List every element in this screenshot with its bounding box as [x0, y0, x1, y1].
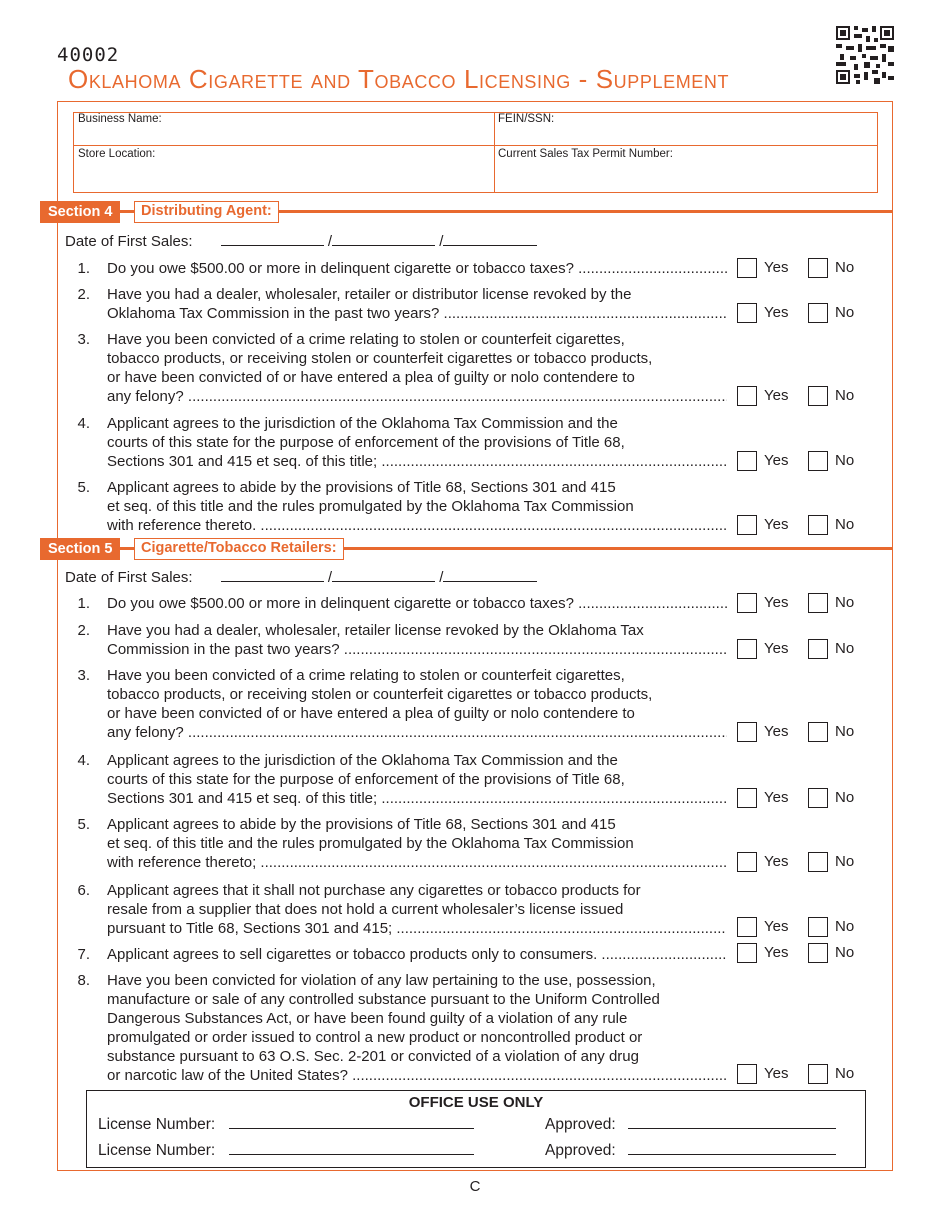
yes-no-group: [737, 303, 857, 325]
no-checkbox[interactable]: [808, 593, 828, 613]
license-number-field[interactable]: [229, 1115, 474, 1129]
yes-checkbox[interactable]: [737, 386, 757, 406]
question-text: Sections 301 and 415 et seq. of this title; .....: [107, 789, 727, 808]
yes-label: Yes: [764, 387, 789, 404]
yes-label: Yes: [764, 594, 789, 611]
yes-label: Yes: [764, 640, 789, 657]
approved-row: [545, 1141, 836, 1160]
question-number: 5.: [77, 816, 90, 833]
question-text: Applicant agrees to the jurisdiction of the Oklahoma Tax Commission and the: [107, 752, 618, 769]
yes-checkbox[interactable]: [737, 451, 757, 471]
section5-tag: Section 5: [40, 538, 120, 560]
question-text: pursuant to Title 68, Sections 301 and 415; .....: [107, 919, 727, 938]
divider: [74, 145, 877, 146]
question-number: 2.: [77, 286, 90, 303]
no-checkbox[interactable]: [808, 303, 828, 323]
question-number: 3.: [77, 331, 90, 348]
yes-no-group: [737, 639, 857, 661]
date-label: Date of First Sales:: [65, 233, 193, 250]
approved-row: [545, 1115, 836, 1134]
no-checkbox[interactable]: [808, 515, 828, 535]
no-label: No: [835, 259, 855, 276]
approved-field[interactable]: [628, 1141, 836, 1155]
yes-label: Yes: [764, 452, 789, 469]
question-text: with reference thereto; .....: [107, 853, 727, 872]
yes-checkbox[interactable]: [737, 852, 757, 872]
yes-checkbox[interactable]: [737, 258, 757, 278]
yes-label: Yes: [764, 259, 789, 276]
no-checkbox[interactable]: [808, 917, 828, 937]
yes-no-group: [737, 943, 857, 965]
question-number: 4.: [77, 752, 90, 769]
yes-checkbox[interactable]: [737, 788, 757, 808]
question-number: 6.: [77, 882, 90, 899]
section4-name: Distributing Agent:: [134, 201, 279, 223]
no-checkbox[interactable]: [808, 943, 828, 963]
page-title: Oklahoma Cigarette and Tobacco Licensing - Supplement: [68, 64, 730, 94]
question-text: tobacco products, or receiving stolen or counterfeit cigarettes or tobacco products,: [107, 686, 653, 703]
no-checkbox[interactable]: [808, 788, 828, 808]
date-month-field[interactable]: [221, 232, 324, 246]
business-name-label: Business Name:: [78, 113, 162, 125]
no-checkbox[interactable]: [808, 451, 828, 471]
question-number: 8.: [77, 972, 90, 989]
date-month-field[interactable]: [221, 568, 324, 582]
permit-number-label: Current Sales Tax Permit Number:: [498, 148, 673, 160]
yes-label: Yes: [764, 789, 789, 806]
license-number-field[interactable]: [229, 1141, 474, 1155]
question-text: resale from a supplier that does not hold a current wholesaler’s license issued: [107, 901, 624, 918]
question-text: Have you been convicted for violation of any law pertaining to the use, possession,: [107, 972, 656, 989]
no-label: No: [835, 789, 855, 806]
yes-no-group: [737, 386, 857, 408]
section4-date-first-sales: Date of First Sales: / /: [65, 232, 537, 250]
yes-checkbox[interactable]: [737, 515, 757, 535]
no-label: No: [835, 853, 855, 870]
no-checkbox[interactable]: [808, 386, 828, 406]
yes-no-group: [737, 788, 857, 810]
office-use-title: OFFICE USE ONLY: [408, 1094, 544, 1111]
business-info-box: [73, 112, 878, 193]
question-text: tobacco products, or receiving stolen or counterfeit cigarettes or tobacco products,: [107, 350, 653, 367]
yes-label: Yes: [764, 853, 789, 870]
question-number: 7.: [77, 946, 90, 963]
question-text: Commission in the past two years? .....: [107, 640, 727, 659]
license-number-label: License Number:: [98, 1116, 216, 1133]
question-text: Applicant agrees to sell cigarettes or tobacco products only to consumers. .....: [107, 945, 727, 964]
question-text: any felony? .....: [107, 723, 727, 742]
date-label: Date of First Sales:: [65, 569, 193, 586]
approved-label: Approved:: [545, 1116, 616, 1133]
yes-checkbox[interactable]: [737, 593, 757, 613]
yes-no-group: [737, 451, 857, 473]
section5-date-first-sales: Date of First Sales: / /: [65, 568, 537, 586]
yes-no-group: [737, 917, 857, 939]
question-number: 4.: [77, 415, 90, 432]
no-checkbox[interactable]: [808, 852, 828, 872]
yes-label: Yes: [764, 723, 789, 740]
office-use-box: [86, 1090, 866, 1168]
question-text: Applicant agrees that it shall not purchase any cigarettes or tobacco products for: [107, 882, 641, 899]
yes-no-group: [737, 258, 857, 280]
no-label: No: [835, 594, 855, 611]
question-text: Applicant agrees to abide by the provisions of Title 68, Sections 301 and 415: [107, 479, 616, 496]
yes-no-group: [737, 593, 857, 615]
yes-label: Yes: [764, 516, 789, 533]
yes-checkbox[interactable]: [737, 917, 757, 937]
date-year-field[interactable]: [443, 232, 537, 246]
question-number: 1.: [77, 260, 90, 277]
yes-label: Yes: [764, 918, 789, 935]
no-label: No: [835, 387, 855, 404]
yes-checkbox[interactable]: [737, 639, 757, 659]
no-label: No: [835, 516, 855, 533]
yes-no-group: [737, 852, 857, 874]
question-text: manufacture or sale of any controlled substance pursuant to the Uniform Controlled: [107, 991, 660, 1008]
question-text: et seq. of this title and the rules promulgated by the Oklahoma Tax Commission: [107, 835, 634, 852]
question-text: any felony? .....: [107, 387, 727, 406]
question-text: Applicant agrees to abide by the provisions of Title 68, Sections 301 and 415: [107, 816, 616, 833]
question-text: Have you been convicted of a crime relating to stolen or counterfeit cigarettes,: [107, 331, 625, 348]
license-number-row: [98, 1141, 474, 1160]
question-text: or have been convicted of or have entered a plea of guilty or nolo contendere to: [107, 705, 635, 722]
date-day-field[interactable]: [332, 232, 435, 246]
yes-label: Yes: [764, 944, 789, 961]
yes-checkbox[interactable]: [737, 722, 757, 742]
license-number-row: [98, 1115, 474, 1134]
question-text: with reference thereto. .....: [107, 516, 727, 535]
question-text: or have been convicted of or have entered a plea of guilty or nolo contendere to: [107, 369, 635, 386]
page-letter: C: [469, 1178, 481, 1195]
question-text: Oklahoma Tax Commission in the past two years? .....: [107, 304, 727, 323]
yes-no-group: [737, 1064, 857, 1086]
no-checkbox[interactable]: [808, 1064, 828, 1084]
no-label: No: [835, 640, 855, 657]
no-label: No: [835, 944, 855, 961]
no-checkbox[interactable]: [808, 722, 828, 742]
divider: [494, 113, 495, 192]
question-text: Applicant agrees to the jurisdiction of the Oklahoma Tax Commission and the: [107, 415, 618, 432]
store-location-label: Store Location:: [78, 148, 156, 160]
date-day-field[interactable]: [332, 568, 435, 582]
no-label: No: [835, 452, 855, 469]
question-number: 5.: [77, 479, 90, 496]
date-year-field[interactable]: [443, 568, 537, 582]
question-text: Have you had a dealer, wholesaler, retailer license revoked by the Oklahoma Tax: [107, 622, 644, 639]
question-text: Do you owe $500.00 or more in delinquent cigarette or tobacco taxes? .....: [107, 259, 727, 278]
yes-checkbox[interactable]: [737, 1064, 757, 1084]
yes-checkbox[interactable]: [737, 943, 757, 963]
yes-no-group: [737, 722, 857, 744]
question-text: courts of this state for the purpose of enforcement of the provisions of Title 68,: [107, 771, 625, 788]
no-label: No: [835, 723, 855, 740]
question-number: 1.: [77, 595, 90, 612]
question-text: Have you had a dealer, wholesaler, retailer or distributor license revoked by the: [107, 286, 632, 303]
yes-checkbox[interactable]: [737, 303, 757, 323]
form-code: 40002: [57, 44, 120, 66]
qr-code-icon: [836, 26, 894, 84]
question-text: Sections 301 and 415 et seq. of this title; .....: [107, 452, 727, 471]
no-label: No: [835, 304, 855, 321]
approved-field[interactable]: [628, 1115, 836, 1129]
question-text: or narcotic law of the United States? .....: [107, 1066, 727, 1085]
question-text: courts of this state for the purpose of enforcement of the provisions of Title 68,: [107, 434, 625, 451]
yes-no-group: [737, 515, 857, 537]
question-number: 2.: [77, 622, 90, 639]
question-text: et seq. of this title and the rules promulgated by the Oklahoma Tax Commission: [107, 498, 634, 515]
approved-label: Approved:: [545, 1142, 616, 1159]
yes-label: Yes: [764, 304, 789, 321]
section5-name: Cigarette/Tobacco Retailers:: [134, 538, 344, 560]
question-text: Have you been convicted of a crime relating to stolen or counterfeit cigarettes,: [107, 667, 625, 684]
no-checkbox[interactable]: [808, 639, 828, 659]
section4-tag: Section 4: [40, 201, 120, 223]
no-label: No: [835, 1065, 855, 1082]
question-text: promulgated or order issued to control a new product or noncontrolled product or: [107, 1029, 643, 1046]
question-text: Dangerous Substances Act, or have been found guilty of a violation of any rule: [107, 1010, 628, 1027]
license-number-label: License Number:: [98, 1142, 216, 1159]
fein-label: FEIN/SSN:: [498, 113, 555, 125]
no-checkbox[interactable]: [808, 258, 828, 278]
question-number: 3.: [77, 667, 90, 684]
question-text: Do you owe $500.00 or more in delinquent cigarette or tobacco taxes? .....: [107, 594, 727, 613]
yes-label: Yes: [764, 1065, 789, 1082]
no-label: No: [835, 918, 855, 935]
question-text: substance pursuant to 63 O.S. Sec. 2-201 or convicted of a violation of any drug: [107, 1048, 639, 1065]
